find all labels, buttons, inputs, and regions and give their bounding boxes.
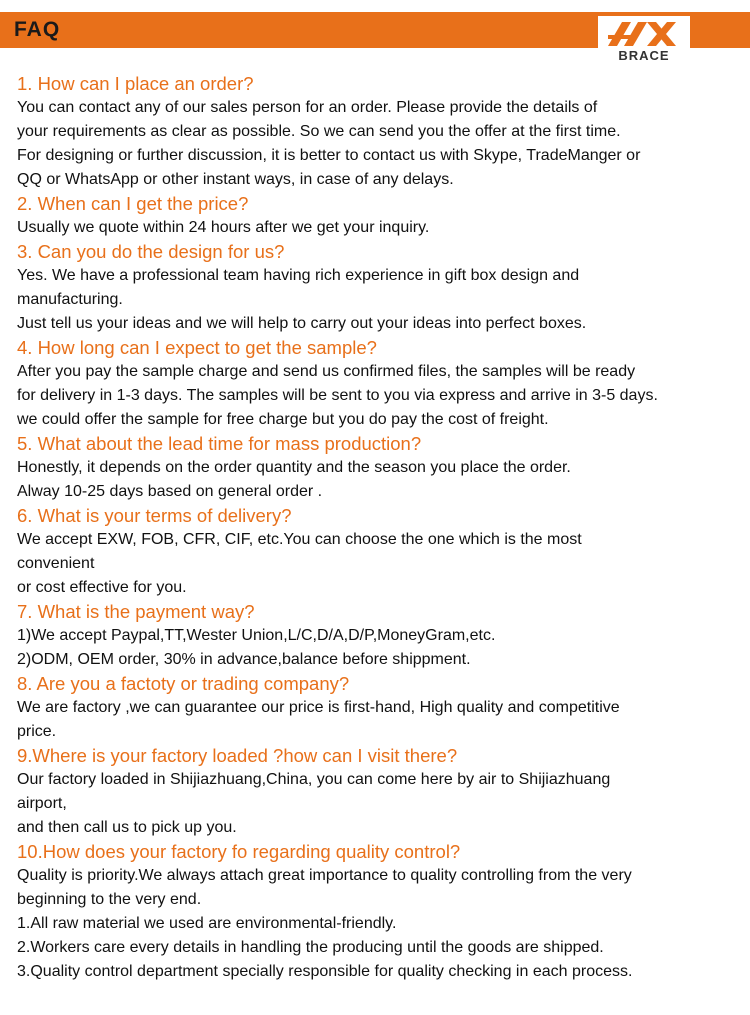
page-title: FAQ: [14, 18, 61, 41]
faq-answer-line: and then call us to pick up you.: [17, 819, 237, 836]
faq-question: 4. How long can I expect to get the sample?: [17, 337, 377, 358]
faq-item: [17, 672, 745, 744]
faq-question: 8. Are you a factoty or trading company?: [17, 673, 350, 694]
faq-answer-line: 3.Quality control department specially responsible for quality checking in each process.: [17, 963, 633, 980]
faq-answer-line: Our factory loaded in Shijiazhuang,China, you can come here by air to Shijiazhuang: [17, 771, 611, 788]
faq-answer-line: 2)ODM, OEM order, 30% in advance,balance before shippment.: [17, 651, 471, 668]
faq-answer-line: 1.All raw material we used are environmental-friendly.: [17, 915, 397, 932]
faq-answer-line: Quality is priority.We always attach great importance to quality controlling from the very: [17, 867, 632, 884]
faq-question: 9.Where is your factory loaded ?how can I visit there?: [17, 745, 458, 766]
faq-answer-line: or cost effective for you.: [17, 579, 187, 596]
faq-answer-line: airport,: [17, 795, 67, 812]
faq-question: 5. What about the lead time for mass production?: [17, 433, 422, 454]
faq-list: [17, 72, 745, 984]
faq-item: [17, 744, 745, 840]
faq-item: [17, 504, 745, 600]
faq-answer-line: You can contact any of our sales person for an order. Please provide the details of: [17, 99, 598, 116]
faq-question: 3. Can you do the design for us?: [17, 241, 285, 262]
faq-item: [17, 432, 745, 504]
faq-question: 2. When can I get the price?: [17, 193, 249, 214]
faq-answer-line: We accept EXW, FOB, CFR, CIF, etc.You can choose the one which is the most: [17, 531, 582, 548]
faq-question: 1. How can I place an order?: [17, 73, 254, 94]
faq-item: [17, 192, 745, 240]
faq-item: [17, 840, 745, 984]
faq-answer-line: 2.Workers care every details in handling the producing until the goods are shipped.: [17, 939, 604, 956]
faq-answer-line: For designing or further discussion, it is better to contact us with Skype, TradeManger or: [17, 147, 641, 164]
brand-logo-mark-icon: [604, 18, 684, 48]
faq-answer-line: Honestly, it depends on the order quantity and the season you place the order.: [17, 459, 571, 476]
faq-answer-line: Yes. We have a professional team having rich experience in gift box design and: [17, 267, 580, 284]
faq-answer-line: 1)We accept Paypal,TT,Wester Union,L/C,D/A,D/P,MoneyGram,etc.: [17, 627, 496, 644]
faq-answer-line: After you pay the sample charge and send us confirmed files, the samples will be ready: [17, 363, 636, 380]
faq-answer-line: price.: [17, 723, 57, 740]
faq-answer-line: Usually we quote within 24 hours after we get your inquiry.: [17, 219, 430, 236]
faq-answer-line: We are factory ,we can guarantee our price is first-hand, High quality and competitive: [17, 699, 620, 716]
faq-question: 10.How does your factory fo regarding quality control?: [17, 841, 461, 862]
faq-answer-line: Alway 10-25 days based on general order .: [17, 483, 323, 500]
faq-question: 7. What is the payment way?: [17, 601, 255, 622]
faq-answer-line: QQ or WhatsApp or other instant ways, in case of any delays.: [17, 171, 454, 188]
brand-logo: [598, 16, 690, 66]
faq-item: [17, 72, 745, 192]
faq-answer-line: Just tell us your ideas and we will help to carry out your ideas into perfect boxes.: [17, 315, 587, 332]
faq-question: 6. What is your terms of delivery?: [17, 505, 292, 526]
faq-item: [17, 336, 745, 432]
faq-answer-line: your requirements as clear as possible. So we can send you the offer at the first time.: [17, 123, 621, 140]
faq-answer-line: for delivery in 1-3 days. The samples will be sent to you via express and arrive in 3-5 days.: [17, 387, 658, 404]
faq-answer-line: manufacturing.: [17, 291, 123, 308]
faq-answer-line: we could offer the sample for free charge but you do pay the cost of freight.: [17, 411, 549, 428]
faq-answer-line: convenient: [17, 555, 95, 572]
faq-answer-line: beginning to the very end.: [17, 891, 202, 908]
faq-item: [17, 240, 745, 336]
faq-header-bar: [0, 12, 750, 63]
faq-item: [17, 600, 745, 672]
brand-logo-text: BRACE: [618, 48, 670, 63]
